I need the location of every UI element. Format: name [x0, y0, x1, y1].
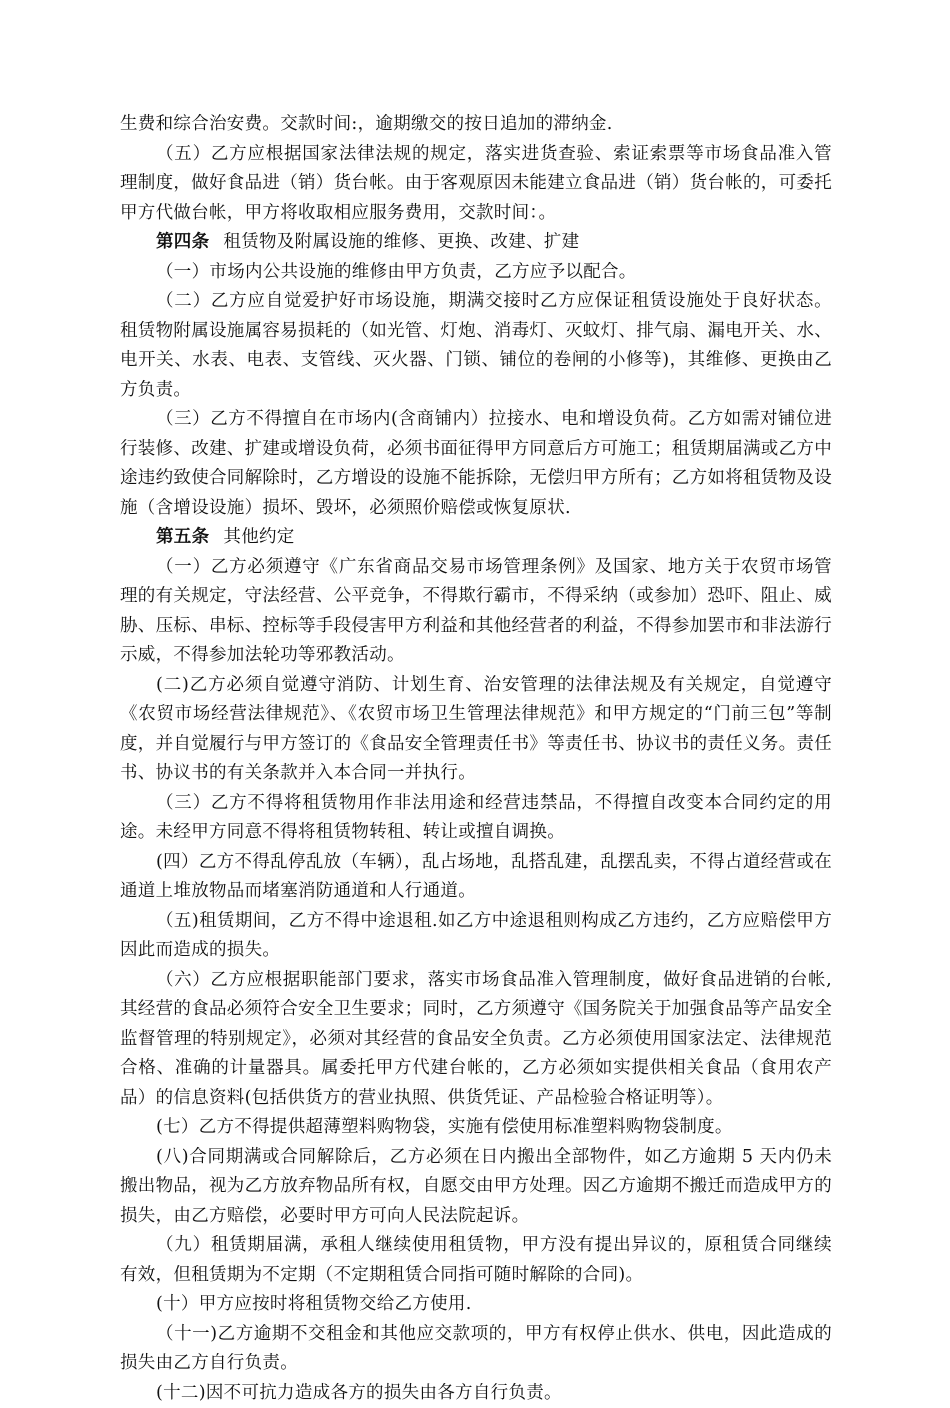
article-5-heading — [120, 523, 832, 553]
article-5-title: 其他约定 — [223, 527, 294, 547]
paragraph-clause-5-5: （五)租赁期间，乙方不得中途退租.如乙方中途退租则构成乙方违约，乙方应赔偿甲方因此而造成的损失。 — [120, 907, 832, 966]
paragraph-clause-5-10: (十）甲方应按时将租赁物交给乙方使用. — [120, 1290, 832, 1320]
paragraph-fee-continuation: 生费和综合治安费。交款时间:，逾期缴交的按日追加的滞纳金. — [120, 110, 832, 140]
article-5-number: 第五条 — [156, 527, 209, 547]
paragraph-clause-4-2: （二）乙方应自觉爱护好市场设施，期满交接时乙方应保证租赁设施处于良好状态。租赁物附属设施属容易损耗的（如光管、灯炮、消毒灯、灭蚊灯、排气扇、漏电开关、水、电开关、水表、电表、支管线、灭火器、门锁、铺位的卷闸的小修等)，其维修、更换由乙方负责。 — [120, 287, 832, 405]
paragraph-clause-5-7: (七）乙方不得提供超薄塑料购物袋，实施有偿使用标准塑料购物袋制度。 — [120, 1113, 832, 1143]
paragraph-clause-5-4: (四）乙方不得乱停乱放（车辆），乱占场地，乱搭乱建，乱摆乱卖，不得占道经营或在通道上堆放物品而堵塞消防通道和人行通道。 — [120, 848, 832, 907]
paragraph-clause-5-3: （三）乙方不得将租赁物用作非法用途和经营违禁品，不得擅自改变本合同约定的用途。未经甲方同意不得将租赁物转租、转让或擅自调换。 — [120, 789, 832, 848]
paragraph-clause-4-3: （三）乙方不得擅自在市场内(含商铺内）拉接水、电和增设负荷。乙方如需对铺位进行装修、改建、扩建或增设负荷，必须书面征得甲方同意后方可施工；租赁期届满或乙方中途违约致使合同解除时，乙方增设的设施不能拆除，无偿归甲方所有；乙方如将租赁物及设施（含增设设施）损坏、毁坏，必须照价赔偿或恢复原状. — [120, 405, 832, 523]
paragraph-clause-5-1: （一）乙方必须遵守《广东省商品交易市场管理条例》及国家、地方关于农贸市场管理的有关规定，守法经营、公平竞争，不得欺行霸市，不得采纳（或参加）恐吓、阻止、威胁、压标、串标、控标等手段侵害甲方利益和其他经营者的利益，不得参加罢市和非法游行示威，不得参加法轮功等邪教活动。 — [120, 553, 832, 671]
paragraph-clause-5-9: （九）租赁期届满，承租人继续使用租赁物，甲方没有提出异议的，原租赁合同继续有效，但租赁期为不定期（不定期租赁合同指可随时解除的合同)。 — [120, 1231, 832, 1290]
paragraph-clause-5-11: （十一)乙方逾期不交租金和其他应交款项的，甲方有权停止供水、供电，因此造成的损失由乙方自行负责。 — [120, 1320, 832, 1379]
paragraph-clause-4-1: （一）市场内公共设施的维修由甲方负责，乙方应予以配合。 — [120, 258, 832, 288]
paragraph-clause-5-8: (八)合同期满或合同解除后，乙方必须在日内搬出全部物件，如乙方逾期 5 天内仍未搬出物品，视为乙方放弃物品所有权，自愿交由甲方处理。因乙方逾期不搬迁而造成甲方的损失，由乙方赔偿，必要时甲方可向人民法院起诉。 — [120, 1143, 832, 1232]
article-4-heading — [120, 228, 832, 258]
article-4-number: 第四条 — [156, 232, 209, 252]
paragraph-clause-5-2: (二)乙方必须自觉遵守消防、计划生育、治安管理的法律法规及有关规定，自觉遵守《农贸市场经营法律规范》、《农贸市场卫生管理法律规范》和甲方规定的“门前三包”等制度，并自觉履行与甲方签订的《食品安全管理责任书》等责任书、协议书的责任义务。责任书、协议书的有关条款并入本合同一并执行。 — [120, 671, 832, 789]
paragraph-clause-3-5: （五）乙方应根据国家法律法规的规定，落实进货查验、索证索票等市场食品准入管理制度，做好食品进（销）货台帐。由于客观原因未能建立食品进（销）货台帐的，可委托甲方代做台帐，甲方将收取相应服务费用，交款时间：。 — [120, 140, 832, 229]
article-4-title: 租赁物及附属设施的维修、更换、改建、扩建 — [223, 232, 579, 252]
paragraph-clause-5-6: （六）乙方应根据职能部门要求，落实市场食品准入管理制度，做好食品进销的台帐,其经营的食品必须符合安全卫生要求；同时，乙方须遵守《国务院关于加强食品等产品安全监督管理的特别规定》，必须对其经营的食品安全负责。乙方必须使用国家法定、法律规范合格、准确的计量器具。属委托甲方代建台帐的，乙方必须如实提供相关食品（食用农产品）的信息资料(包括供货方的营业执照、供货凭证、产品检验合格证明等）。 — [120, 966, 832, 1114]
paragraph-clause-5-12: (十二)因不可抗力造成各方的损失由各方自行负责。 — [120, 1379, 832, 1408]
document-body — [120, 110, 832, 1408]
